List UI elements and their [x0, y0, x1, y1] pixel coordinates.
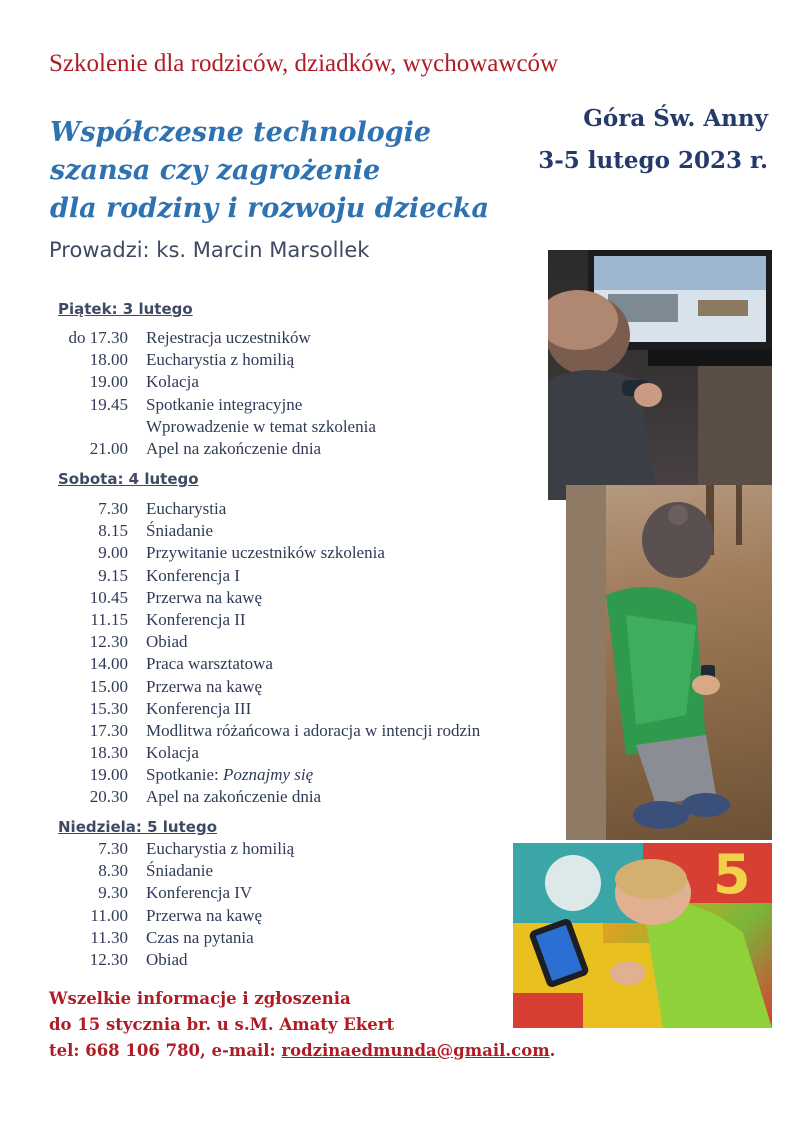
activity: Apel na zakończenie dnia: [146, 787, 322, 807]
day-heading-friday: Piątek: 3 lutego: [58, 300, 193, 318]
schedule-row: [40, 394, 580, 416]
schedule-row: [40, 438, 580, 460]
activity: Kolacja: [146, 743, 199, 763]
schedule-row: [40, 927, 580, 949]
schedule-friday: [40, 298, 580, 460]
activity: Czas na pytania: [146, 927, 254, 947]
schedule-sunday: [40, 816, 580, 971]
schedule-row: [40, 653, 580, 675]
day-heading-sunday: Niedziela: 5 lutego: [58, 818, 218, 836]
title-line-2: szansa czy zagrożenie: [50, 155, 381, 186]
activity-emphasis: Poznajmy się: [222, 765, 314, 785]
schedule-saturday: [40, 468, 580, 809]
activity: Modlitwa różańcowa i adoracja w intencji rodzin: [146, 720, 481, 740]
phone-text: tel: 668 106 780, e-mail:: [49, 1041, 276, 1060]
activity: Przywitanie uczestników szkolenia: [146, 543, 385, 563]
photo-child-tablet-foam-mat: [513, 843, 772, 1028]
time: 10.45: [89, 587, 128, 607]
activity: Spotkanie integracyjne: [146, 394, 303, 414]
schedule-row: [40, 949, 580, 971]
activity: [128, 764, 313, 786]
schedule-row: [40, 416, 580, 438]
time: 15.30: [89, 698, 128, 718]
activity: Przerwa na kawę: [146, 676, 263, 696]
period: .: [549, 1041, 556, 1060]
schedule-row: [40, 349, 580, 371]
mat-number-graphic: 5: [713, 843, 751, 906]
time: 21.00: [89, 438, 128, 458]
schedule-row: [40, 609, 580, 631]
time: 18.30: [89, 743, 128, 763]
subtitle: Szkolenie dla rodziców, dziadków, wychowawców: [49, 50, 559, 77]
activity-text: Spotkanie:: [146, 765, 219, 785]
schedule-row: [40, 676, 580, 698]
time: 8.30: [98, 861, 128, 881]
time: do 17.30: [68, 328, 128, 347]
activity: Przerwa na kawę: [146, 587, 263, 607]
day-heading-saturday: Sobota: 4 lutego: [58, 470, 199, 488]
activity: Apel na zakończenie dnia: [146, 438, 322, 458]
schedule-row: [40, 742, 580, 764]
time: 20.30: [89, 787, 128, 807]
schedule-row: [40, 764, 580, 786]
schedule-row: [40, 565, 580, 587]
schedule-row: [40, 542, 580, 564]
event-place: Góra Św. Anny: [583, 105, 768, 132]
time: 19.45: [89, 394, 128, 414]
title-line-1: Współczesne technologie: [50, 117, 432, 148]
activity: Przerwa na kawę: [146, 905, 263, 925]
activity: Rejestracja uczestników: [146, 328, 311, 347]
time: 9.30: [98, 883, 128, 903]
schedule-row: [40, 631, 580, 653]
time: 14.00: [89, 654, 128, 674]
schedule-row: [40, 520, 580, 542]
contact-line-3: [49, 1038, 555, 1064]
photo-mat-art: [513, 843, 772, 1028]
activity: Konferencja II: [146, 609, 246, 629]
activity: Kolacja: [146, 372, 199, 392]
time: 15.00: [89, 676, 128, 696]
time: 11.30: [90, 927, 128, 947]
activity: Eucharystia z homilią: [146, 839, 295, 858]
place-date: [500, 98, 768, 182]
title-line-3: dla rodziny i rozwoju dziecka: [50, 193, 490, 224]
time: 17.30: [89, 720, 128, 740]
time: 19.00: [89, 372, 128, 392]
activity: Konferencja III: [146, 698, 252, 718]
photo-console-art: [548, 250, 772, 500]
event-title: [50, 114, 489, 228]
leader: Prowadzi: ks. Marcin Marsollek: [49, 238, 370, 262]
time: 11.00: [90, 905, 128, 925]
schedule-row: [40, 838, 580, 860]
photo-forest-art: [566, 485, 772, 840]
photo-child-with-phone-forest: [566, 485, 772, 840]
time: 19.00: [89, 765, 128, 785]
activity: Śniadanie: [146, 521, 214, 541]
schedule-row: [40, 587, 580, 609]
activity: Śniadanie: [146, 861, 214, 881]
schedule-row: [40, 720, 580, 742]
schedule-row: [40, 498, 580, 520]
activity: Eucharystia: [146, 499, 227, 518]
time: 12.30: [89, 632, 128, 652]
activity: Wprowadzenie w temat szkolenia: [146, 416, 376, 436]
activity: Obiad: [146, 949, 188, 969]
time: 9.00: [98, 543, 128, 563]
time: 9.15: [98, 565, 128, 585]
time: 7.30: [98, 499, 128, 518]
activity: Konferencja IV: [146, 883, 253, 903]
schedule-row: [40, 786, 580, 808]
contact-info: [49, 986, 555, 1064]
time: 12.30: [89, 949, 128, 969]
schedule-row: [40, 371, 580, 393]
time: 7.30: [98, 839, 128, 858]
activity: Obiad: [146, 632, 188, 652]
activity: Eucharystia z homilią: [146, 350, 295, 370]
activity: Konferencja I: [146, 565, 240, 585]
event-date: 3-5 lutego 2023 r.: [538, 147, 768, 174]
time: 8.15: [98, 521, 128, 541]
activity: Praca warsztatowa: [146, 654, 273, 674]
time: 18.00: [89, 350, 128, 370]
schedule-row: [40, 327, 580, 349]
schedule-row: [40, 882, 580, 904]
email-link[interactable]: rodzinaedmunda@gmail.com: [281, 1041, 550, 1060]
schedule-row: [40, 860, 580, 882]
photo-child-playing-console: [548, 250, 772, 500]
contact-line-2: do 15 stycznia br. u s.M. Amaty Ekert: [49, 1015, 395, 1034]
schedule-row: [40, 905, 580, 927]
time: 11.15: [90, 609, 128, 629]
contact-line-1: Wszelkie informacje i zgłoszenia: [49, 989, 351, 1008]
schedule-row: [40, 698, 580, 720]
